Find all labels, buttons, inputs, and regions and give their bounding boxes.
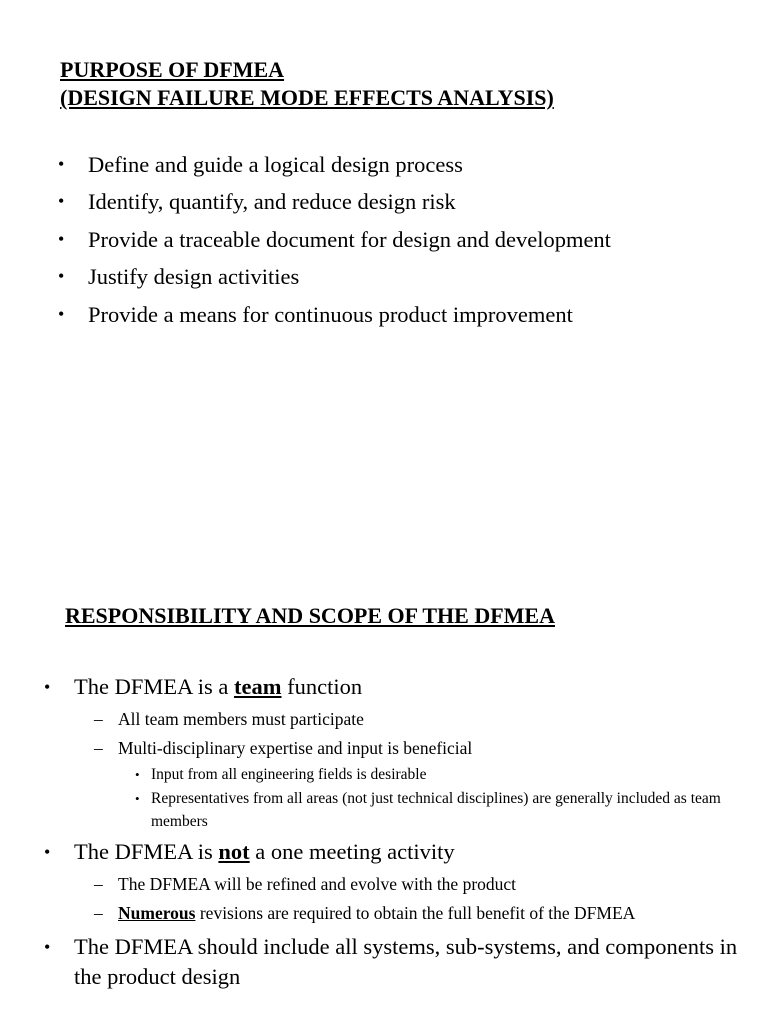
list-item-text: Provide a traceable document for design and development bbox=[88, 226, 611, 252]
title-line-2: (DESIGN FAILURE MODE EFFECTS ANALYSIS) bbox=[60, 85, 554, 110]
bullet-icon: • bbox=[58, 191, 65, 212]
bullet-icon: • bbox=[44, 842, 51, 862]
sub-item-text: Multi-disciplinary expertise and input is beneficial bbox=[118, 738, 473, 758]
item-text-pre: The DFMEA is a bbox=[74, 674, 234, 699]
responsibility-list bbox=[44, 672, 744, 994]
sub-list bbox=[74, 870, 744, 928]
sub-item-text: revisions are required to obtain the full benefit of the DFMEA bbox=[195, 903, 636, 923]
sub-sub-list-item bbox=[118, 787, 744, 833]
purpose-list bbox=[58, 146, 611, 333]
dash-icon: – bbox=[94, 709, 103, 729]
bullet-icon: • bbox=[58, 266, 65, 287]
list-item-include-systems bbox=[44, 932, 744, 992]
bullet-icon: • bbox=[135, 767, 140, 782]
bullet-icon: • bbox=[58, 303, 65, 324]
dash-icon: – bbox=[94, 903, 103, 923]
sub-list bbox=[74, 705, 744, 833]
list-item-team-function bbox=[44, 672, 744, 833]
item-text: The DFMEA should include all systems, sub-systems, and components in the product design bbox=[74, 934, 738, 989]
sub-list-item bbox=[84, 734, 744, 833]
sub-list-item bbox=[84, 899, 744, 928]
list-item bbox=[58, 221, 611, 258]
sub-sub-list-item bbox=[118, 763, 744, 787]
item-text-post: function bbox=[281, 674, 363, 699]
list-item-text: Define and guide a logical design process bbox=[88, 152, 463, 177]
list-item-not-one-meeting bbox=[44, 837, 744, 928]
sub-sub-item-text: Representatives from all areas (not just technical disciplines) are generally included as team members bbox=[151, 790, 721, 830]
sub-sub-item-text: Input from all engineering fields is desirable bbox=[151, 766, 427, 783]
sub-sub-list bbox=[118, 763, 744, 833]
list-item bbox=[58, 146, 611, 183]
bullet-icon: • bbox=[135, 791, 140, 806]
sub-list-item bbox=[84, 705, 744, 734]
emphasis-team: team bbox=[234, 674, 282, 699]
item-text-pre: The DFMEA is bbox=[74, 839, 219, 864]
slide-responsibility bbox=[0, 512, 768, 1024]
sub-list-item bbox=[84, 870, 744, 899]
sub-item-text: All team members must participate bbox=[118, 709, 364, 729]
section-title: RESPONSIBILITY AND SCOPE OF THE DFMEA bbox=[65, 603, 555, 628]
list-item-text: Identify, quantify, and reduce design risk bbox=[88, 189, 456, 215]
list-item bbox=[58, 183, 611, 220]
emphasis-not: not bbox=[218, 839, 250, 864]
bullet-icon: • bbox=[58, 154, 65, 174]
dash-icon: – bbox=[94, 738, 103, 758]
title-line-1: PURPOSE OF DFMEA bbox=[60, 57, 285, 82]
emphasis-numerous: Numerous bbox=[118, 903, 196, 923]
page-title bbox=[60, 56, 554, 112]
list-item-text: Provide a means for continuous product improvement bbox=[88, 301, 573, 327]
item-text-post: a one meeting activity bbox=[249, 839, 455, 864]
bullet-icon: • bbox=[44, 677, 51, 697]
list-item-text: Justify design activities bbox=[88, 264, 300, 290]
list-item bbox=[58, 296, 611, 333]
dash-icon: – bbox=[94, 874, 103, 894]
sub-item-text: The DFMEA will be refined and evolve with the product bbox=[118, 874, 517, 894]
bullet-icon: • bbox=[58, 228, 65, 249]
list-item bbox=[58, 258, 611, 295]
bullet-icon: • bbox=[44, 937, 51, 957]
